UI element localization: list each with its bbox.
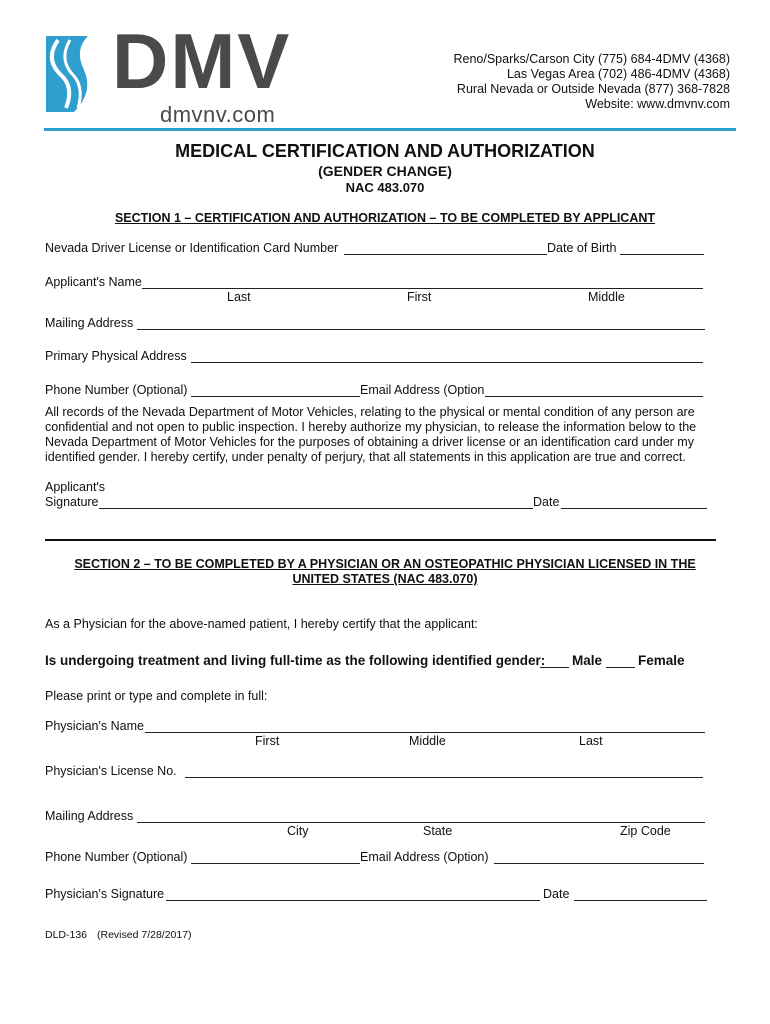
contact-line-rural: Rural Nevada or Outside Nevada (877) 368-7828 [456,82,730,96]
form-regulation-code: NAC 483.070 [345,180,425,195]
form-code: DLD-136 [45,929,88,941]
contact-line-reno: Reno/Sparks/Carson City (775) 684-4DMV (4368) [453,52,730,66]
license-number-field[interactable] [344,254,547,255]
physician-signature-field[interactable] [166,900,540,901]
applicant-name-middle-caption: Middle [588,290,625,304]
physician-name-label: Physician's Name [45,719,144,733]
physician-name-middle-caption: Middle [409,734,446,748]
applicant-name-first-caption: First [407,290,432,304]
print-instruction: Please print or type and complete in full: [45,689,268,703]
physician-email-field[interactable] [494,863,704,864]
applicant-mailing-field[interactable] [137,329,705,330]
applicant-name-field[interactable] [142,288,703,289]
authorization-statement: All records of the Nevada Department of Motor Vehicles, relating to the physical or mental condition of any person are confidential and not open to public inspection. I hereby authorize my physician, to release the information below to the Nevada Department of Motor Vehicles for the purposes of obtaining a driver license or an identification card under my identified gender. I hereby certify, under penalty of perjury, that all statements in this application are true and correct. [45,405,697,464]
section2-heading-line1: SECTION 2 – TO BE COMPLETED BY A PHYSICIAN OR AN OSTEOPATHIC PHYSICIAN LICENSED IN THE [74,557,696,571]
dmv-logo-url: dmvnv.com [160,102,276,127]
physician-date-field[interactable] [574,900,707,901]
form-title: MEDICAL CERTIFICATION AND AUTHORIZATION [175,141,595,161]
form-revision: (Revised 7/28/2017) [97,929,192,941]
applicant-mailing-label: Mailing Address [45,316,134,330]
dmv-logo-wordmark: DMV [112,17,292,105]
physician-email-label: Email Address (Option) [360,850,489,864]
male-checkbox-line[interactable] [540,667,569,668]
applicant-date-field[interactable] [561,508,707,509]
female-checkbox-line[interactable] [606,667,635,668]
female-label: Female [638,653,685,668]
license-number-label: Nevada Driver License or Identification Card Number [45,241,339,255]
section-divider [45,539,716,541]
applicant-name-label: Applicant's Name [45,275,142,289]
physician-state-caption: State [423,824,453,838]
applicant-signature-label-line2: Signature [45,495,99,509]
applicant-signature-field[interactable] [99,508,533,509]
applicant-name-last-caption: Last [227,290,251,304]
physician-city-caption: City [287,824,309,838]
form-subtitle: (GENDER CHANGE) [318,163,452,179]
applicant-phone-label: Phone Number (Optional) [45,383,188,397]
physician-name-field[interactable] [145,732,705,733]
section2-heading-line2: UNITED STATES (NAC 483.070) [292,572,478,586]
dob-field[interactable] [620,254,704,255]
contact-info [453,52,730,112]
applicant-email-field[interactable] [485,396,703,397]
header-divider [44,128,736,131]
dmv-logo-icon [44,30,108,114]
dob-label: Date of Birth [547,241,617,255]
physician-date-label: Date [543,887,570,901]
physician-license-label: Physician's License No. [45,764,177,778]
contact-line-vegas: Las Vegas Area (702) 486-4DMV (4368) [506,67,730,81]
physician-mailing-field[interactable] [137,822,705,823]
physician-intro: As a Physician for the above-named patient, I hereby certify that the applicant: [45,617,478,631]
contact-line-website: Website: www.dmvnv.com [585,97,730,111]
gender-statement: Is undergoing treatment and living full-time as the following identified gender: [45,653,546,668]
applicant-signature-label-line1: Applicant's [45,480,106,494]
applicant-phone-field[interactable] [191,396,360,397]
physician-mailing-label: Mailing Address [45,809,134,823]
physician-name-first-caption: First [255,734,280,748]
physician-license-field[interactable] [185,777,703,778]
male-label: Male [572,653,603,668]
physician-zip-caption: Zip Code [620,824,671,838]
applicant-date-label: Date [533,495,560,509]
section1-heading: SECTION 1 – CERTIFICATION AND AUTHORIZATION – TO BE COMPLETED BY APPLICANT [114,211,656,225]
physician-signature-label: Physician's Signature [45,887,165,901]
applicant-physical-field[interactable] [191,362,703,363]
applicant-physical-label: Primary Physical Address [45,349,187,363]
applicant-email-label: Email Address (Option [360,383,485,397]
physician-name-last-caption: Last [579,734,603,748]
physician-phone-field[interactable] [191,863,360,864]
physician-phone-label: Phone Number (Optional) [45,850,188,864]
